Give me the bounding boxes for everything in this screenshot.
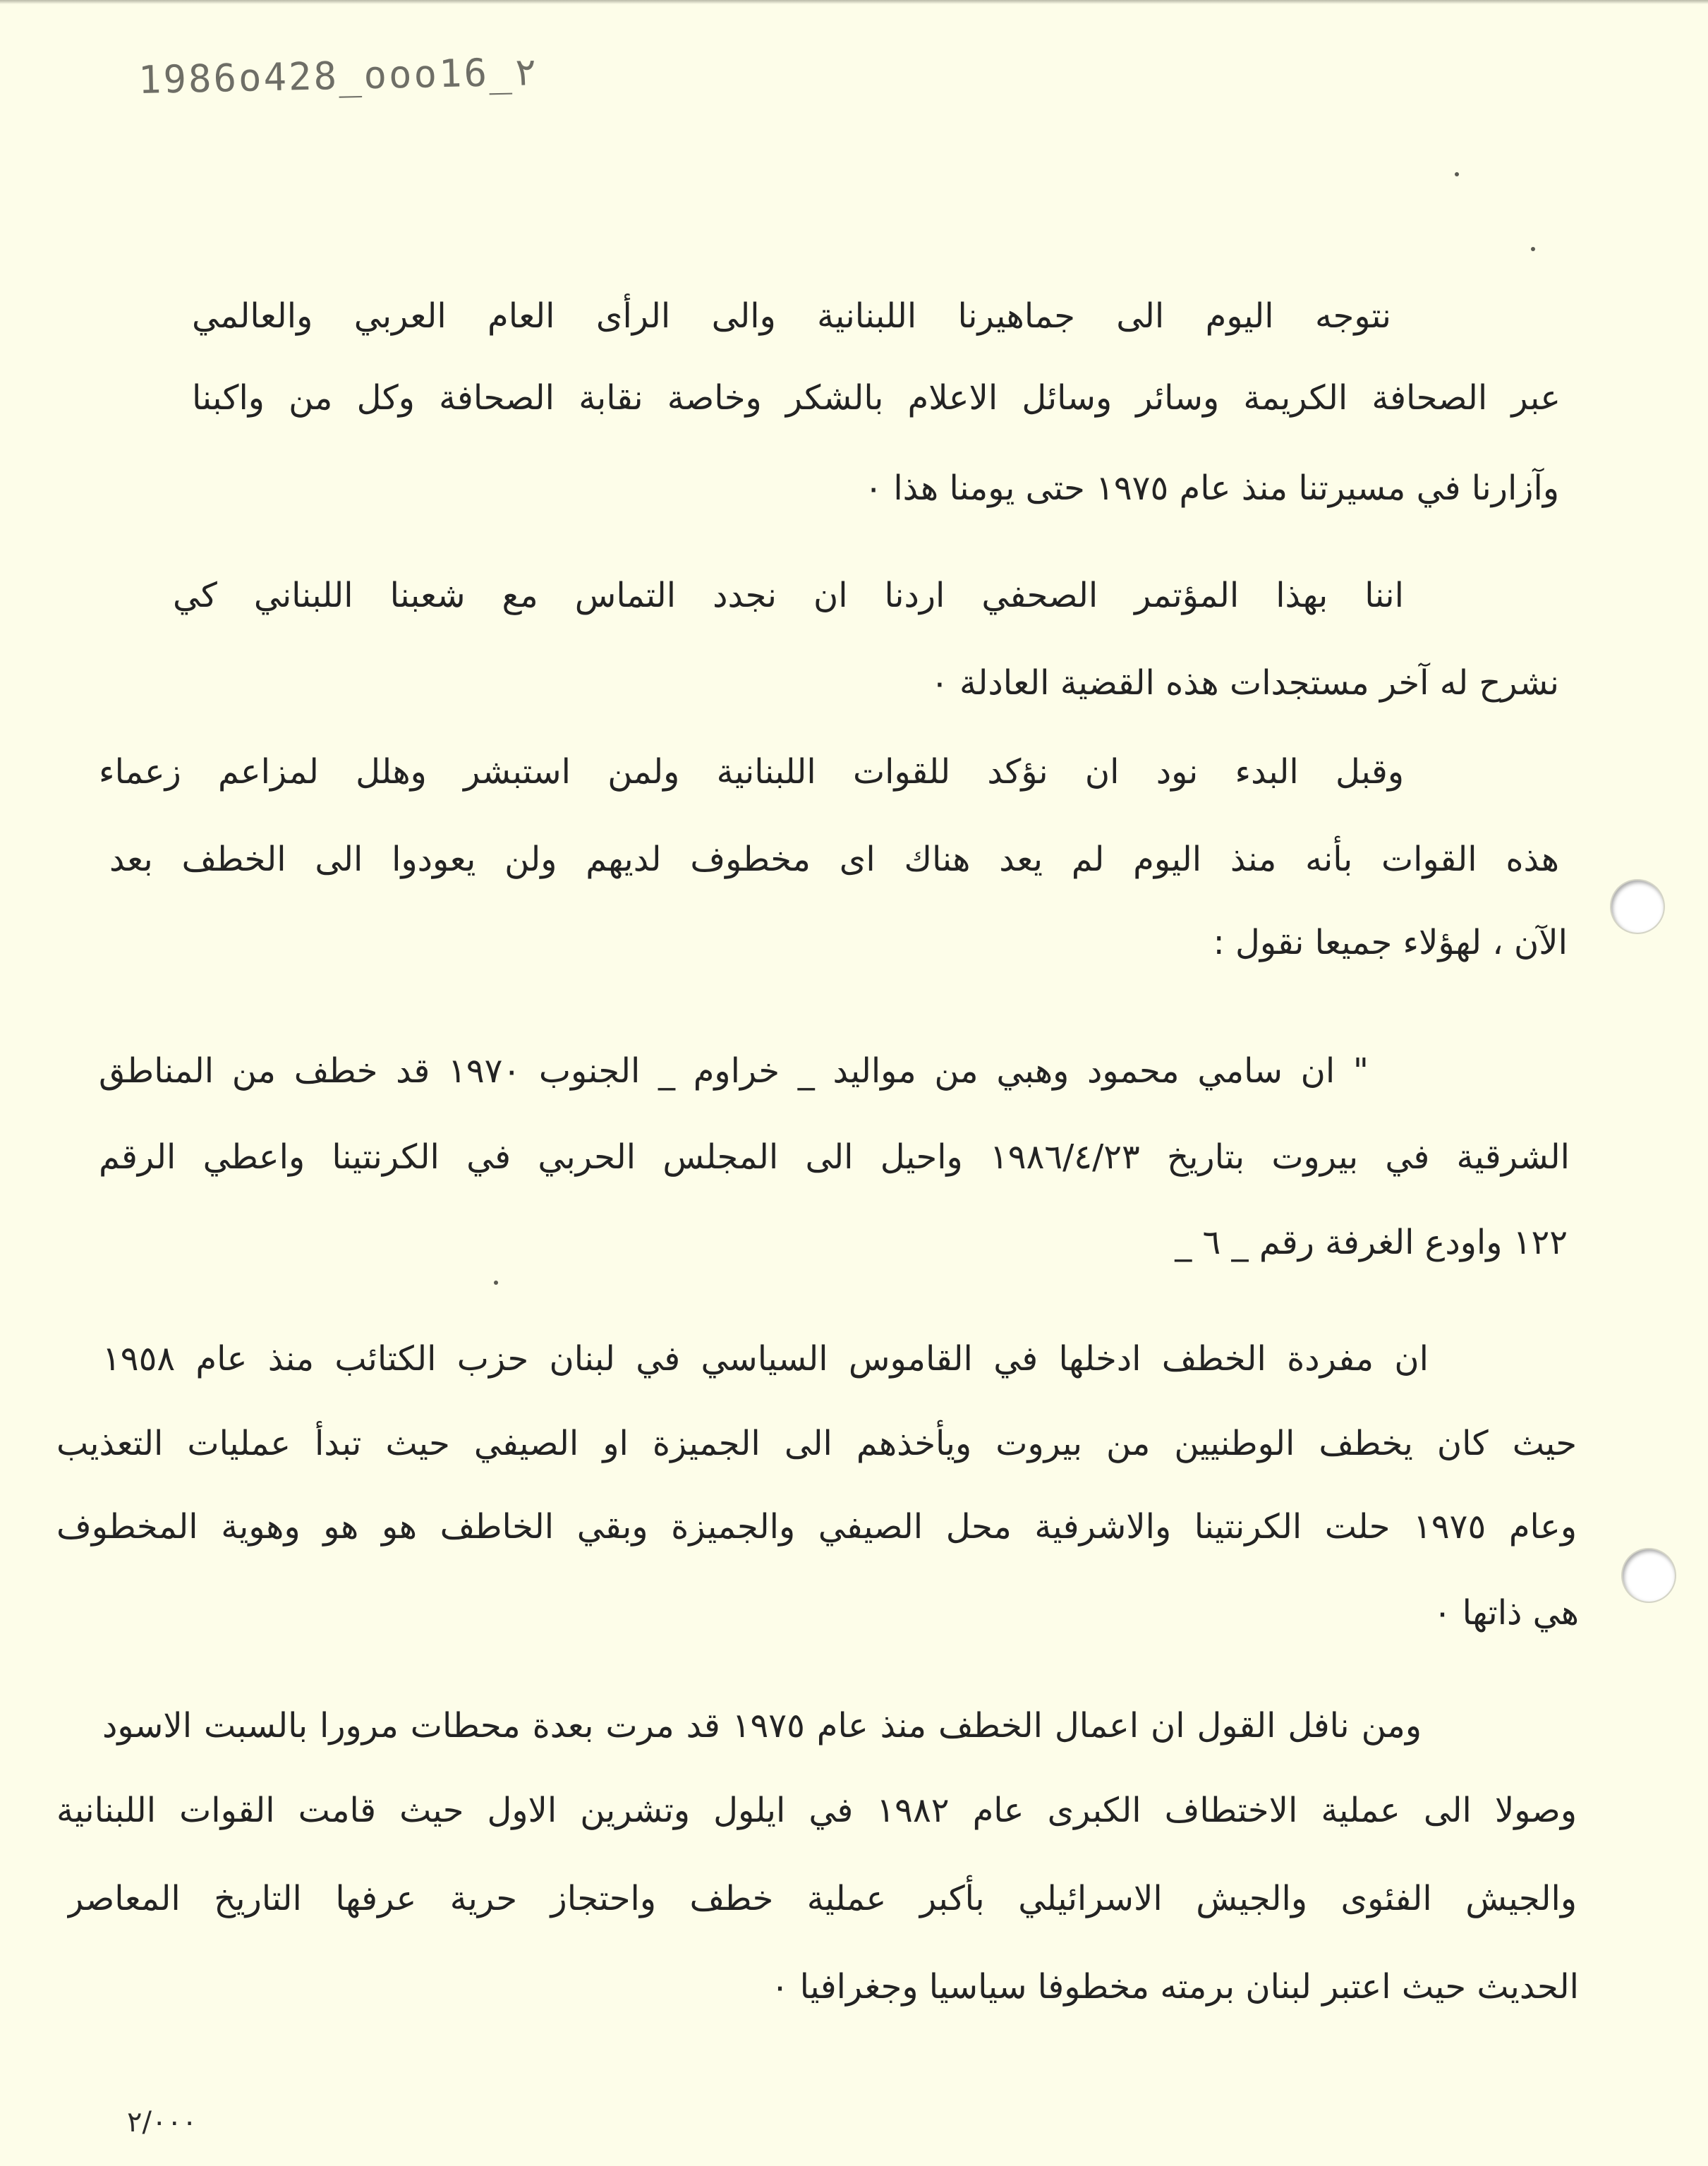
text-line: عبر الصحافة الكريمة وسائر وسائل الاعلام بالشكر وخاصة نقابة الصحافة وكل من واكبنا xyxy=(192,378,1561,418)
text-line: هذه القوات بأنه منذ اليوم لم يعد هناك اى مخطوف لديهم ولن يعودوا الى الخطف بعد xyxy=(109,840,1559,879)
text-line: اننا بهذا المؤتمر الصحفي اردنا ان نجدد التماس مع شعبنا اللبناني كي xyxy=(173,576,1404,615)
text-line: حيث كان يخطف الوطنيين من بيروت ويأخذهم الى الجميزة او الصيفي حيث تبدأ عمليات التعذيب xyxy=(56,1424,1577,1463)
punch-hole xyxy=(1623,1549,1675,1602)
text-line: والجيش الفئوى والجيش الاسرائيلي بأكبر عملية خطف واحتجاز حرية عرفها التاريخ المعاصر xyxy=(67,1879,1577,1918)
text-line: نشرح له آخر مستجدات هذه القضية العادلة ٠ xyxy=(930,663,1559,703)
page-top-edge xyxy=(0,0,1708,4)
text-line: وقبل البدء نود ان نؤكد للقوات اللبنانية ولمن استبشر وهلل لمزاعم زعماء xyxy=(99,752,1404,792)
text-line: ان مفردة الخطف ادخلها في القاموس السياسي في لبنان حزب الكتائب منذ عام ١٩٥٨ xyxy=(102,1339,1429,1379)
text-line: الشرقية في بيروت بتاريخ ١٩٨٦/٤/٢٣ واحيل الى المجلس الحربي في الكرنتينا واعطي الرقم xyxy=(99,1137,1570,1177)
text-line: الآن ، لهؤلاء جميعا نقول : xyxy=(1213,923,1568,962)
text-line: ١٢٢ واودع الغرفة رقم _ ٦ _ xyxy=(1175,1223,1568,1262)
archive-id: 1986o428_ooo16_٢ xyxy=(138,49,538,102)
text-line: وآزارنا في مسيرتنا منذ عام ١٩٧٥ حتى يومنا هذا ٠ xyxy=(864,468,1559,508)
text-line: ومن نافل القول ان اعمال الخطف منذ عام ١٩٧٥ قد مرت بعدة محطات مرورا بالسبت الاسود xyxy=(102,1706,1422,1745)
paper-speck xyxy=(1531,247,1535,251)
text-line: وعام ١٩٧٥ حلت الكرنتينا والاشرفية محل الصيفي والجميزة وبقي الخاطف هو هو وهوية المخطوف xyxy=(56,1507,1577,1547)
page-number: ٢/٠٠٠ xyxy=(127,2106,198,2138)
text-line: " ان سامي محمود وهبي من مواليد _ خراوم _ الجنوب ١٩٧٠ قد خطف من المناطق xyxy=(99,1051,1369,1091)
punch-hole xyxy=(1611,881,1664,933)
paper-speck xyxy=(1455,172,1459,176)
paper-speck xyxy=(494,1281,498,1285)
text-line: الحديث حيث اعتبر لبنان برمته مخطوفا سياسيا وجغرافيا ٠ xyxy=(770,1967,1579,2007)
text-line: نتوجه اليوم الى جماهيرنا اللبنانية والى الرأى العام العربي والعالمي xyxy=(192,296,1391,336)
text-line: هي ذاتها ٠ xyxy=(1433,1593,1579,1633)
text-line: وصولا الى عملية الاختطاف الكبرى عام ١٩٨٢ في ايلول وتشرين الاول حيث قامت القوات اللبنانية xyxy=(56,1791,1577,1830)
